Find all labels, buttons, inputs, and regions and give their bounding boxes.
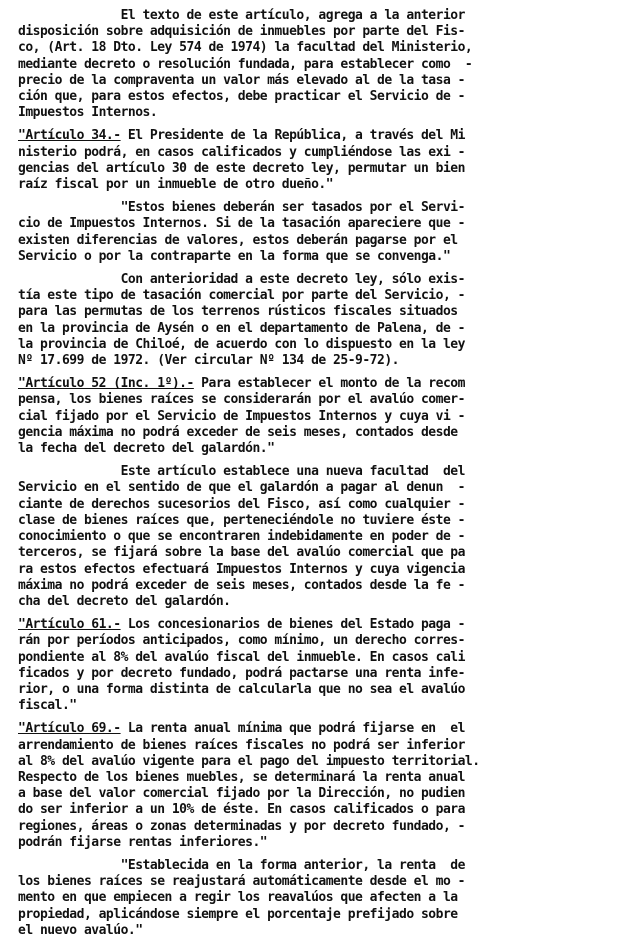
- paragraph: [18, 200, 616, 265]
- text-line: cial fijado por el Servicio de Impuestos Internos y cuya vi -: [18, 408, 465, 424]
- paragraph: [18, 8, 616, 121]
- text-line: disposición sobre adquisición de inmuebles por parte del Fis-: [18, 24, 465, 40]
- text-line: Respecto de los bienes muebles, se determinará la renta anual: [18, 769, 465, 785]
- text-line: Para establecer el monto de la recom: [193, 376, 465, 392]
- text-line: fiscal.": [18, 698, 77, 714]
- text-line: existen diferencias de valores, estos deberán pagarse por el: [18, 232, 458, 248]
- text-line: ción que, para estos efectos, debe practicar el Servicio de -: [18, 89, 465, 105]
- text-line: arrendamiento de bienes raíces fiscales no podrá ser inferior: [18, 737, 465, 753]
- text-line: podrán fijarse rentas inferiores.": [18, 834, 268, 850]
- text-line: gencia máxima no podrá exceder de seis meses, contados desde: [18, 424, 458, 440]
- text-line: tía este tipo de tasación comercial por parte del Servicio, -: [18, 288, 465, 304]
- text-line: raíz fiscal por un inmueble de otro dueño.": [18, 177, 334, 193]
- text-line: El Presidente de la República, a través del Mi: [120, 128, 465, 144]
- paragraph: [18, 464, 616, 610]
- text-line: clase de bienes raíces que, perteneciéndole no tuviere éste -: [18, 512, 465, 528]
- article-52-quote: [18, 376, 616, 457]
- text-line: Servicio en el sentido de que el galardón a pagar al denun -: [18, 480, 465, 496]
- article-heading: "Artículo 61.-: [18, 617, 121, 633]
- text-line: La renta anual mínima que podrá fijarse en el: [120, 721, 465, 737]
- text-line: ra estos efectos efectuará Impuestos Internos y cuya vigencia: [18, 561, 465, 577]
- text-line: regiones, áreas o zonas determinadas y por decreto fundado, -: [18, 818, 465, 834]
- article-61-quote: [18, 617, 616, 714]
- text-line: propiedad, aplicándose siempre el porcentaje prefijado sobre: [18, 906, 458, 922]
- article-34-quote: [18, 128, 616, 193]
- article-69-quote: [18, 721, 616, 851]
- text-line: Este artículo establece una nueva facultad del: [18, 464, 465, 480]
- text-line: pensa, los bienes raíces se considerarán por el avalúo comer-: [18, 392, 465, 408]
- text-line: en la provincia de Aysén o en el departamento de Palena, de -: [18, 320, 465, 336]
- text-line: mento en que empiecen a regir los reavalúos que afecten a la: [18, 890, 458, 906]
- text-line: mediante decreto o resolución fundada, para establecer como -: [18, 56, 473, 72]
- article-heading: "Artículo 52 (Inc. 1º).-: [18, 376, 194, 392]
- text-line: gencias del artículo 30 de este decreto ley, permutar un bien: [18, 160, 465, 176]
- text-line: pondiente al 8% del avalúo fiscal del inmueble. En casos cali: [18, 649, 465, 665]
- text-line: nisterio podrá, en casos calificados y cumpliéndose las exi -: [18, 144, 465, 160]
- text-line: la fecha del decreto del galardón.": [18, 441, 275, 457]
- text-line: precio de la compraventa un valor más elevado al de la tasa -: [18, 72, 465, 88]
- text-line: conocimiento o que se encontraren indebidamente en poder de -: [18, 529, 465, 545]
- paragraph: [18, 272, 616, 369]
- text-line: do ser inferior a un 10% de éste. En casos calificados o para: [18, 802, 465, 818]
- text-line: máxima no podrá exceder de seis meses, contados desde la fe -: [18, 577, 465, 593]
- text-line: El texto de este artículo, agrega a la anterior: [18, 8, 465, 23]
- text-line: terceros, se fijará sobre la base del avalúo comercial que pa: [18, 545, 465, 561]
- text-line: cio de Impuestos Internos. Si de la tasación apareciere que -: [18, 216, 465, 232]
- text-line: al 8% del avalúo vigente para el pago del impuesto territorial.: [18, 753, 480, 769]
- article-heading: "Artículo 34.-: [18, 128, 121, 144]
- text-line: a base del valor comercial fijado por la Dirección, no pudien: [18, 786, 465, 802]
- text-line: Con anterioridad a este decreto ley, sólo exis-: [18, 272, 465, 288]
- text-line: Los concesionarios de bienes del Estado paga -: [120, 617, 465, 633]
- text-line: ciante de derechos sucesorios del Fisco, así como cualquier -: [18, 496, 465, 512]
- text-line: cha del decreto del galardón.: [18, 593, 231, 609]
- text-line: para las permutas de los terrenos rústicos fiscales situados: [18, 304, 458, 320]
- text-line: Nº 17.699 de 1972. (Ver circular Nº 134 de 25-9-72).: [18, 353, 399, 369]
- text-line: Servicio o por la contraparte en la forma que se convenga.": [18, 248, 451, 264]
- text-line: rior, o una forma distinta de calcularla que no sea el avalúo: [18, 681, 465, 697]
- text-line: ficados y por decreto fundado, podrá pactarse una renta infe-: [18, 665, 465, 681]
- text-line: "Estos bienes deberán ser tasados por el Servi-: [18, 200, 465, 216]
- text-line: co, (Art. 18 Dto. Ley 574 de 1974) la facultad del Ministerio,: [18, 40, 473, 56]
- text-line: el nuevo avalúo.": [18, 922, 143, 938]
- text-line: la provincia de Chiloé, de acuerdo con lo dispuesto en la ley: [18, 336, 465, 352]
- text-line: "Establecida en la forma anterior, la renta de: [18, 857, 465, 873]
- text-line: los bienes raíces se reajustará automáticamente desde el mo -: [18, 874, 465, 890]
- text-line: rán por períodos anticipados, como mínimo, un derecho corres-: [18, 633, 465, 649]
- article-heading: "Artículo 69.-: [18, 721, 121, 737]
- paragraph: [18, 858, 616, 939]
- text-line: Impuestos Internos.: [18, 105, 158, 121]
